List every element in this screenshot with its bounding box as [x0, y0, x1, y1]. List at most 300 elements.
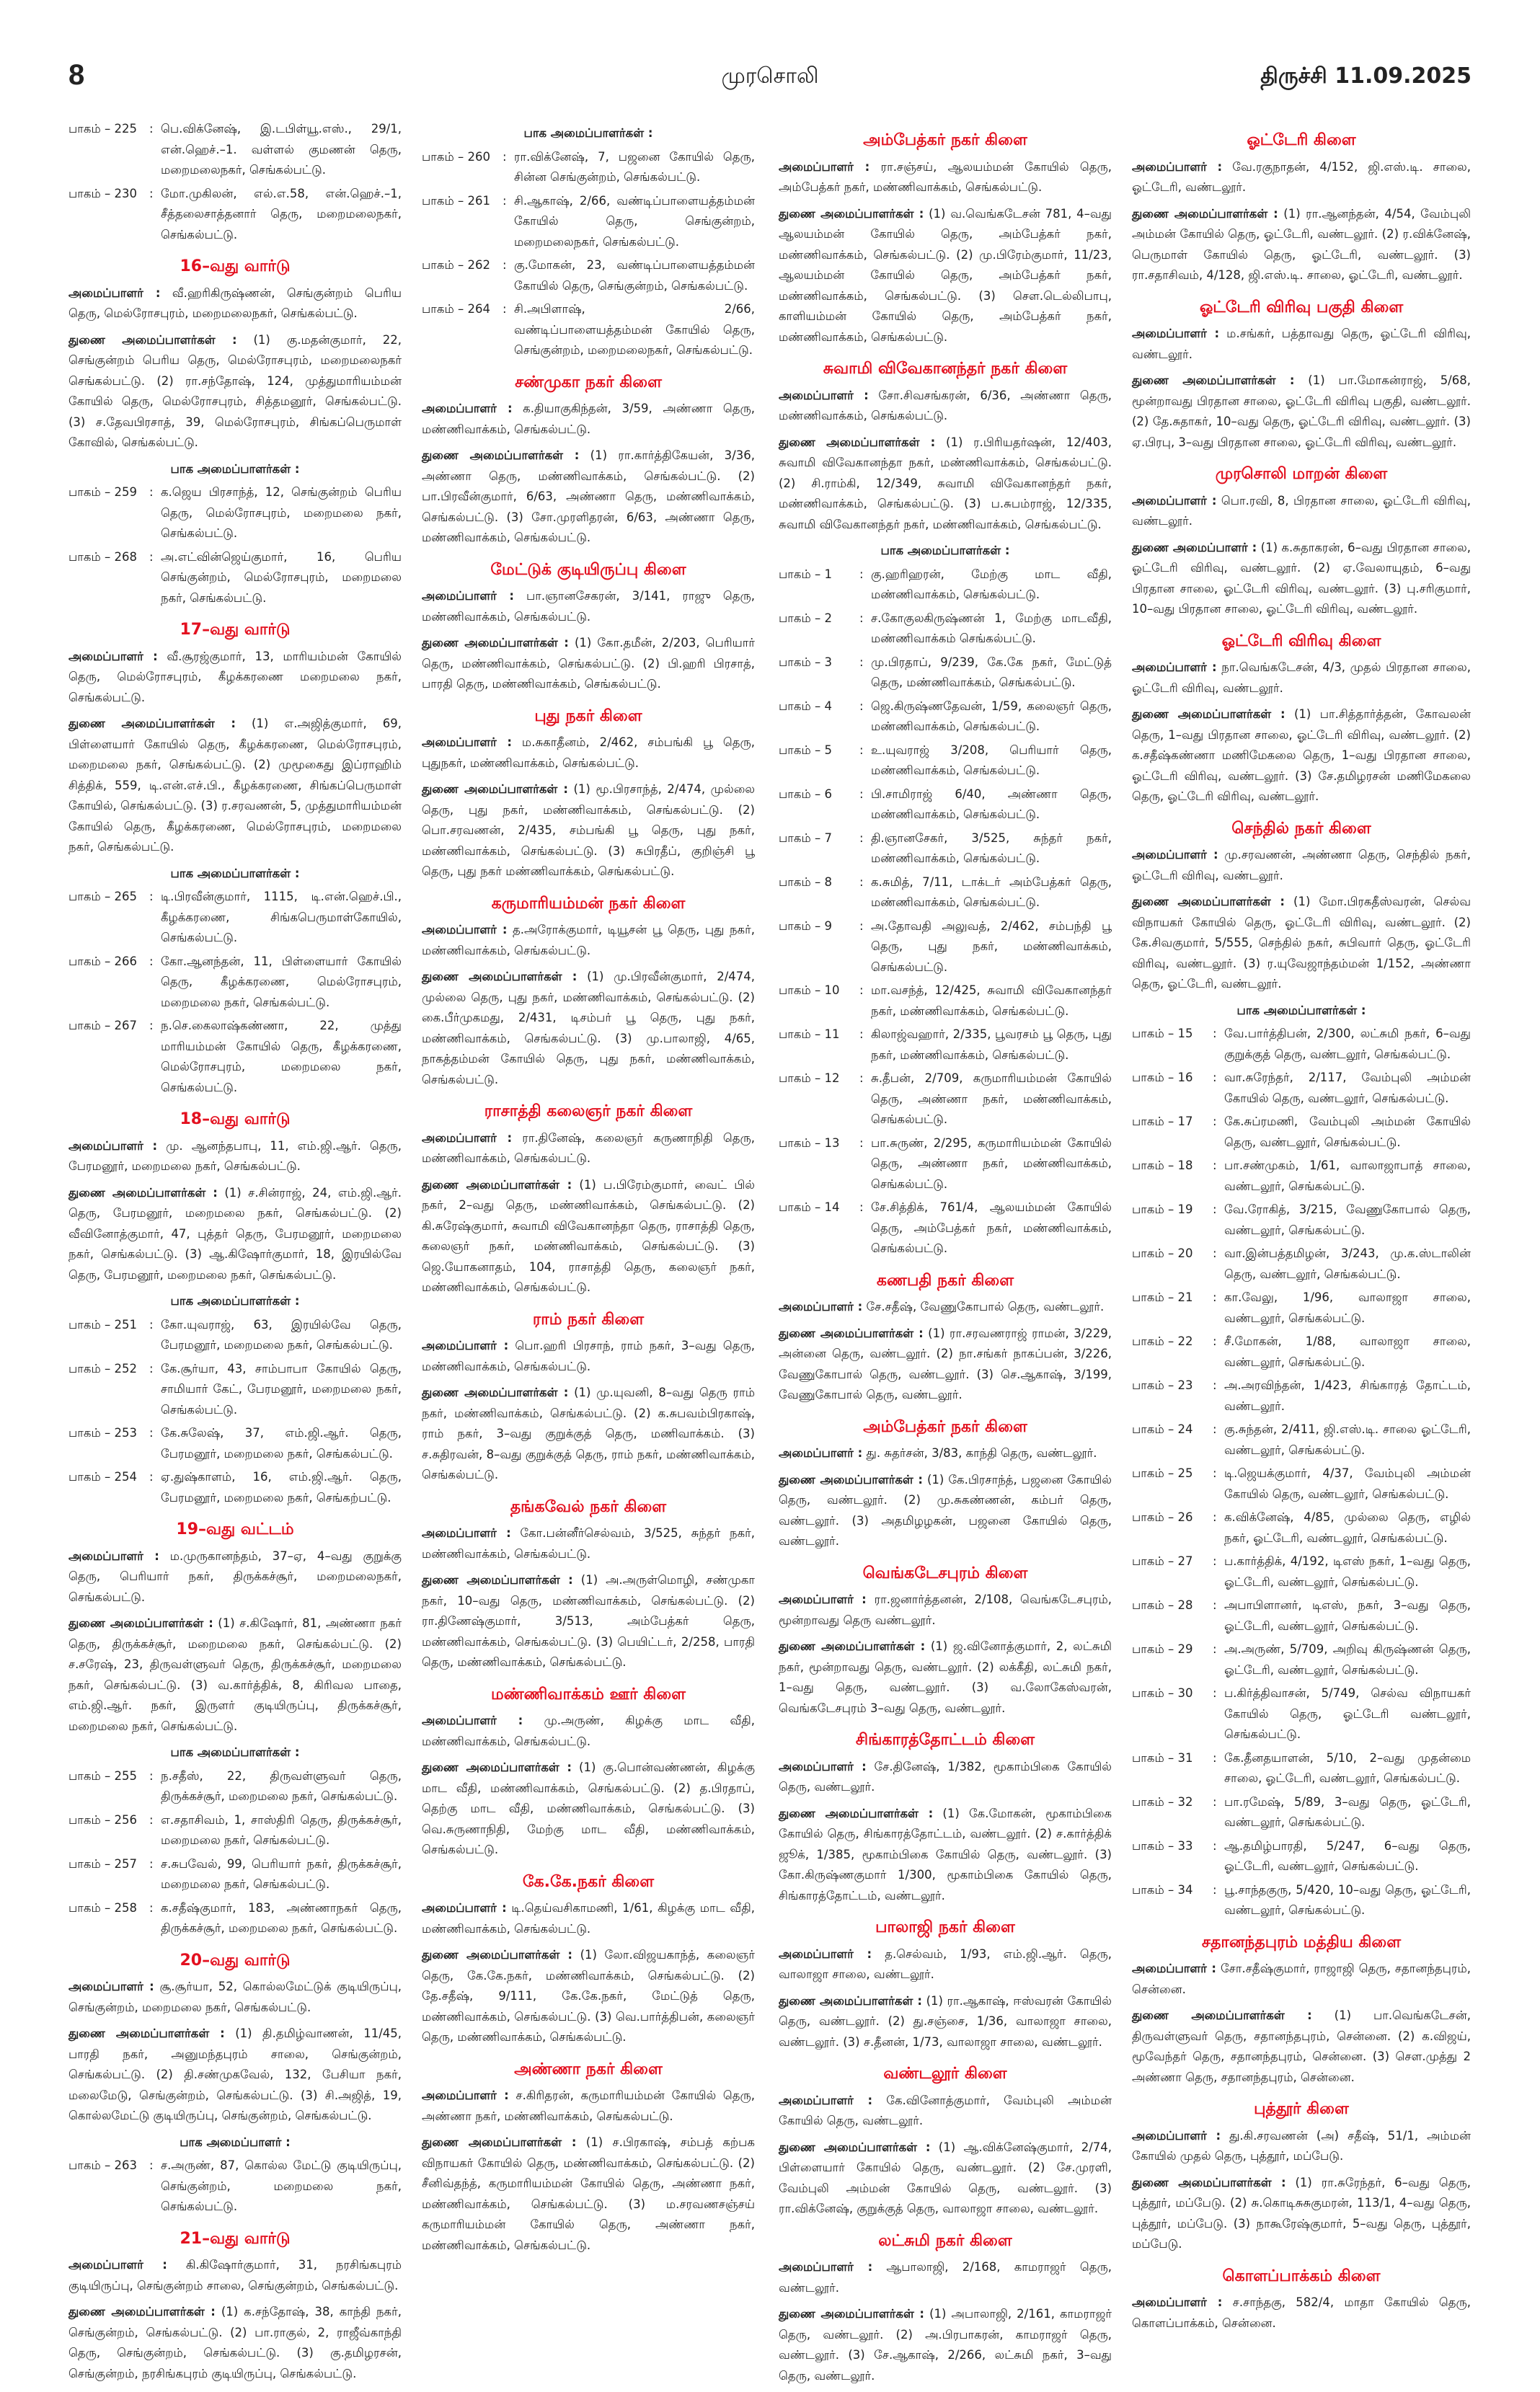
member-details: (1) கு.பொன்வண்ணன், கிழக்கு மாட வீதி, மண்ணிவாக்கம், செங்கல்பட்டு. (2) த.பிரதாப், தெற்கு மாட வீதி, மண்ணிவாக்கம், செங்கல்பட்டு. (3) வெ.சுருணாநிதி, மேற்கு மாட வீதி, மண்ணிவாக்கம், செங்கல்பட்டு. — [422, 1760, 755, 1856]
page-number: 8 — [68, 59, 85, 91]
member-entry — [422, 920, 755, 961]
member-entry — [779, 386, 1112, 427]
section-heading: செந்தில் நகர் கிளை — [1231, 819, 1371, 838]
booth-details: சு.தீபன், 2/709, கருமாரியம்மன் கோயில் தெரு, அண்ணா நகர், மண்ணிவாக்கம், செங்கல்பட்டு. — [871, 1071, 1112, 1126]
role-label: அமைப்பாளர் : — [422, 1526, 511, 1540]
booth-entry — [422, 191, 755, 253]
booth-details: க.விக்னேஷ், 4/85, முல்லை தெரு, எழில் நகர், ஓட்டேரி, வண்டலூர், செங்கல்பட்டு. — [1224, 1510, 1471, 1545]
separator: : — [1213, 1642, 1217, 1656]
member-details: கோ.பன்னீர்செல்வம், 3/525, சுந்தர் நகர், மண்ணிவாக்கம், செங்கல்பட்டு. — [422, 1526, 755, 1561]
member-details: (1) மு.பிரவீன்குமார், 2/474, முல்லை தெரு, புது நகர், மண்ணிவாக்கம், செங்கல்பட்டு. (2) கை.பீர்முகமது, 2/431, டிசம்பர் பூ தெரு, புது நகர், மண்ணிவாக்கம், செங்கல்பட்டு. (3) மு.பாலாஜி, 4/65, நாகத்தம்மன் கோயில் தெரு, புது நகர், மண்ணிவாக்கம், செங்கல்பட்டு. — [422, 970, 756, 1086]
section-heading: அம்பேத்கர் நகர் கிளை — [863, 1417, 1027, 1436]
separator: : — [1213, 1290, 1217, 1304]
booth-number: பாகம் – 26 — [1132, 1510, 1193, 1524]
booth-details: ந.செ.கைலாஷ்கண்ணா, 22, முத்து மாரியம்மன் கோயில் தெரு, கீழக்கரணை, மெல்ரோசபுரம், மறைமலை நகர், செங்கல்பட்டு. — [161, 1019, 402, 1094]
member-entry — [779, 1443, 1112, 1464]
booth-number: பாகம் – 32 — [1132, 1794, 1193, 1809]
subsection-heading: பாக அமைப்பாளர்கள் : — [170, 1745, 300, 1759]
column-1 — [68, 119, 402, 2390]
booth-number: பாகம் – 259 — [68, 485, 137, 499]
booth-entry — [1132, 1595, 1471, 1636]
member-entry — [779, 204, 1112, 348]
separator: : — [149, 485, 154, 499]
section-heading: வண்டலூர் கிளை — [883, 2065, 1007, 2083]
member-entry — [1132, 204, 1471, 286]
member-entry — [422, 2086, 755, 2127]
member-entry — [68, 2302, 402, 2384]
booth-entry — [1132, 1639, 1471, 1680]
booth-number: பாகம் – 265 — [68, 890, 137, 903]
section-heading: தங்கவேல் நகர் கிளை — [510, 1497, 667, 1516]
booth-details: ச.சுபவேல், 99, பெரியார் நகர், திருக்கச்சூர், மறைமலை நகர், செங்கல்பட்டு. — [161, 1856, 402, 1891]
separator: : — [149, 954, 154, 968]
booth-details: கா.வேலு, 1/96, வாலாஜா சாலை, வண்டலூர், செங்கல்பட்டு. — [1224, 1290, 1471, 1325]
separator: : — [149, 2158, 154, 2172]
member-entry — [1132, 2173, 1471, 2255]
booth-details: சீ.மோகன், 1/88, வாலாஜா சாலை, வண்டலூர், செங்கல்பட்டு. — [1224, 1334, 1471, 1369]
subsection-heading: பாக அமைப்பாளர்கள் : — [170, 866, 300, 880]
member-details: (1) ரா.ஆகாஷ், ஈஸ்வரன் கோயில் தெரு, வண்டலூர். (2) து.சஞ்சை, 1/36, வாலாஜா சாலை, வண்டலூர். (3) ச.தீனன், 1/73, வாலாஜா சாலை, வண்டலூர். — [779, 1993, 1112, 2049]
subsection-heading: பாக அமைப்பாளர்கள் : — [880, 544, 1010, 557]
member-details: (1) அ.அருள்மொழி, சண்முகா நகர், 10–வது தெரு, மண்ணிவாக்கம், செங்கல்பட்டு. (2) ரா.திணேஷ்குமார், 3/513, அம்பேத்கர் தெரு, மண்ணிவாக்கம், செங்கல்பட்டு. (3) பெயிட்டர், 2/258, பாரதி தெரு, மண்ணிவாக்கம், செங்கல்பட்டு. — [422, 1573, 756, 1669]
member-entry — [1132, 704, 1471, 807]
member-entry — [422, 2132, 755, 2256]
separator: : — [859, 918, 864, 933]
member-entry — [1132, 538, 1471, 620]
booth-number: பாகம் – 225 — [68, 122, 137, 136]
role-label: துணை அமைப்பாளர்கள் : — [779, 1472, 923, 1487]
separator: : — [149, 1812, 154, 1827]
separator: : — [1213, 1115, 1217, 1128]
booth-number: பாகம் – 29 — [1132, 1642, 1193, 1656]
booth-details: கு.மோகன், 23, வண்டிப்பாளையத்தம்மன் கோயில் தெரு, செங்குன்றம், செங்கல்பட்டு. — [514, 258, 755, 293]
member-entry — [68, 330, 402, 453]
booth-details: கு.ஹரிஹரன், மேற்கு மாட வீதி, மண்ணிவாக்கம், செங்கல்பட்டு. — [871, 567, 1112, 601]
member-details: ச.சாந்தகு, 582/4, மாதா கோயில் தெரு, கொளப்பாக்கம், சென்னை. — [1132, 2295, 1471, 2330]
booth-details: கே.சூர்யா, 43, சாம்பாபா கோயில் தெரு, சாமியார் கேட், பேரமனூர், மறைமலை நகர், செங்கல்பட்டு. — [161, 1361, 402, 1417]
section-heading: ஓட்டேரி கிளை — [1247, 131, 1356, 149]
member-details: கி.கிஷோர்குமார், 31, நரசிங்கபுரம் குடியிருப்பு, செங்குன்றம் சாலை, செங்குன்றம், செங்கல்பட்டு. — [68, 2258, 402, 2293]
section-heading: சுவாமி விவேகானந்தர் நகர் கிளை — [823, 360, 1068, 378]
booth-number: பாகம் – 253 — [68, 1426, 137, 1440]
booth-entry — [1132, 1332, 1471, 1373]
role-label: துணை அமைப்பாளர்கள் : — [422, 1760, 572, 1774]
booth-entry — [422, 147, 755, 188]
member-entry — [68, 283, 402, 324]
role-label: அமைப்பாளர் : — [779, 1759, 867, 1773]
member-details: (1) ரா.சுரேந்தர், 6–வது தெரு, புத்தூர், மப்பேடு. (2) சு.கொடிசுசுகுமரன், 113/1, 4–வது தெரு, புத்தூர், மப்பேடு. (3) நாகூரேஷ்குமார், 5–வது தெரு, புத்தூர், மப்பேடு. — [1132, 2175, 1472, 2251]
booth-entry — [1132, 1880, 1471, 1921]
role-label: அமைப்பாளர் : — [422, 1901, 507, 1915]
member-details: (1) எ.அஜித்குமார், 69, பிள்ளையார் கோயில் தெரு, கீழக்கரணை, மெல்ரோசபுரம், மறைமலை நகர், செங்கல்பட்டு. (2) முமூகைது இப்ராஹிம் சித்திக், 559, டி.என்.எச்.பி., கீழக்கரணை, சிங்கப்பெருமாள் கோயில், செங்கல்பட்டு. (3) ர.சரவணன், 5, முத்துமாரியம்மன் கோயில் தெரு, கீழக்கரணை, மெல்ரோசபுரம், மறைமலை நகர், செங்கல்பட்டு. — [68, 717, 402, 854]
member-details: (1) ச.சின்ராஜ், 24, எம்.ஜி.ஆர். தெரு, பேரமனூர், மறைமலை நகர், செங்கல்பட்டு. (2) வீவினோத்குமார், 47, புத்தர் தெரு, பேரமனூர், மறைமலை நகர், செங்கல்பட்டு. (3) ஆ.கிஷோர்குமார், 18, இரயில்வே தெரு, பேரமனூர், மறைமலை நகர், செங்கல்பட்டு. — [68, 1185, 402, 1282]
member-details: சூ.சூர்யா, 52, கொல்லமேட்டுக் குடியிருப்பு, செங்குன்றம், மறைமலை நகர், செங்கல்பட்டு. — [68, 1980, 402, 2014]
role-label: அமைப்பாளர் : — [779, 388, 869, 402]
member-details: சே.தினேஷ், 1/382, மூகாம்பிகை கோயில் தெரு, வண்டலூர். — [779, 1759, 1112, 1794]
booth-details: பா.ரமேஷ், 5/89, 3–வது தெரு, ஓட்டேரி, வண்டலூர், செங்கல்பட்டு. — [1224, 1794, 1471, 1829]
role-label: அமைப்பாளர் : — [779, 159, 870, 174]
separator: : — [1213, 1422, 1217, 1436]
separator: : — [149, 1470, 154, 1484]
booth-number: பாகம் – 20 — [1132, 1246, 1193, 1260]
booth-entry — [1132, 1024, 1471, 1065]
booth-entry — [1132, 1156, 1471, 1197]
member-details: ச.கிரிதரன், கருமாரியம்மன் கோயில் தெரு, அண்ணா நகர், மண்ணிவாக்கம், செங்கல்பட்டு. — [422, 2088, 756, 2123]
booth-number: பாகம் – 27 — [1132, 1554, 1193, 1568]
booth-number: பாகம் – 31 — [1132, 1750, 1193, 1765]
section-heading: சிங்காரத்தோட்டம் கிளை — [855, 1731, 1035, 1749]
member-details: ம.சுகாதீனம், 2/462, சம்பங்கி பூ தெரு, புதுநகர், மண்ணிவாக்கம், செங்கல்பட்டு. — [422, 735, 755, 770]
booth-entry — [68, 887, 402, 949]
member-entry — [779, 1297, 1112, 1318]
section-heading: ஓட்டேரி விரிவு பகுதி கிளை — [1199, 298, 1404, 316]
booth-entry — [779, 1197, 1112, 1259]
member-details: ம.சங்கர், பத்தாவது தெரு, ஓட்டேரி விரிவு, வண்டலூர். — [1132, 327, 1471, 361]
booth-entry — [779, 608, 1112, 650]
role-label: துணை அமைப்பாளர்கள் : — [422, 636, 569, 650]
member-entry — [422, 732, 755, 774]
member-entry — [422, 779, 755, 882]
section-heading: ராம் நகர் கிளை — [532, 1310, 645, 1329]
booth-details: மு.பிரதாப், 9/239, கே.கே நகர், மேட்டுத் தெரு, மண்ணிவாக்கம், செங்கல்பட்டு. — [871, 655, 1112, 689]
booth-details: வா.சுரேந்தர், 2/117, வேம்புலி அம்மன் கோயில் தெரு, வண்டலூர், செங்கல்பட்டு. — [1224, 1071, 1471, 1105]
booth-details: ரா.விக்னேஷ், 7, பஜனை கோயில் தெரு, சின்ன செங்குன்றம், செங்கல்பட்டு. — [514, 149, 755, 184]
member-entry — [1132, 2006, 1471, 2088]
separator: : — [503, 193, 507, 208]
booth-number: பாகம் – 33 — [1132, 1838, 1193, 1853]
booth-number: பாகம் – 260 — [422, 149, 490, 164]
role-label: அமைப்பாளர் : — [422, 1130, 513, 1145]
member-details: வீ.ஹரிகிருஷ்ணன், செங்குன்றம் பெரிய தெரு, மெல்ரோசபுரம், மறைமலைநகர், செங்கல்பட்டு. — [68, 285, 402, 320]
separator: : — [1213, 1554, 1217, 1568]
member-entry — [422, 399, 755, 440]
separator: : — [1213, 1882, 1217, 1897]
booth-number: பாகம் – 34 — [1132, 1882, 1193, 1897]
booth-details: வே.பார்த்திபன், 2/300, லட்சுமி நகர், 6–வது குறுக்குத் தெரு, வண்டலூர், செங்கல்பட்டு. — [1224, 1027, 1471, 1061]
subsection-heading: பாக அமைப்பாளர்கள் : — [170, 1294, 300, 1308]
booth-details: வா.இன்பத்தமிழன், 3/243, மு.க.ஸ்டாலின் தெரு, வண்டலூர், செங்கல்பட்டு. — [1224, 1246, 1471, 1281]
section-heading: மண்ணிவாக்கம் ஊர் கிளை — [490, 1685, 686, 1704]
booth-number: பாகம் – 5 — [779, 743, 832, 757]
member-entry — [1132, 491, 1471, 532]
member-entry — [1132, 371, 1471, 453]
booth-details: தி.ஞானசேகர், 3/525, சுந்தர் நகர், மண்ணிவாக்கம், செங்கல்பட்டு. — [871, 830, 1112, 865]
section-heading: பாலாஜி நகர் கிளை — [875, 1918, 1015, 1936]
separator: : — [1213, 1510, 1217, 1524]
member-details: கே.வினோத்குமார், வேம்புலி அம்மன் கோயில் தெரு, வண்டலூர். — [779, 2093, 1112, 2127]
booth-details: அ.அரவிந்தன், 1/423, சிங்காரத் தோட்டம், வண்டலூர். — [1224, 1378, 1471, 1413]
member-entry — [1132, 157, 1471, 198]
booth-entry — [779, 872, 1112, 913]
member-details: (1) பா.சித்தார்த்தன், கோவலன் தெரு, 1–வது பிரதான சாலை, ஓட்டேரி விரிவு, வண்டலூர். (2) க.சதீஷ்கண்ணா மணிமேகலை தெரு, 1–வது பிரதான சாலை, ஓட்டேரி விரிவு, வண்டலூர். (3) சே.தமிழரசன் மணிமேகலை தெரு, ஓட்டேரி விரிவு, வண்டலூர். — [1132, 707, 1471, 803]
member-entry — [1132, 1959, 1471, 2000]
role-label: துணை அமைப்பாளர்கள் : — [1132, 2008, 1312, 2022]
booth-details: கு.சுந்தன், 2/411, ஜி.எஸ்.டி. சாலை ஓட்டேரி, வண்டலூர், செங்கல்பட்டு. — [1224, 1422, 1471, 1457]
booth-number: பாகம் – 2 — [779, 611, 832, 625]
role-label: அமைப்பாளர் : — [1132, 493, 1217, 508]
booth-number: பாகம் – 262 — [422, 258, 490, 272]
member-entry — [422, 1336, 755, 1377]
member-entry — [779, 2304, 1112, 2386]
role-label: துணை அமைப்பாளர்கள் : — [1132, 707, 1285, 721]
separator: : — [149, 1019, 154, 1032]
member-details: (1) தி.தமிழ்வாணன், 11/45, பாரதி நகர், அனுமந்தபுரம் சாலை, செங்குன்றம், செங்கல்பட்டு. (2) தி.சண்முகவேல், 132, பேசியா நகர், மலைமேடு, செங்குன்றம், செங்கல்பட்டு. (3) சி.அஜித், 19, கொல்லமேட்டு குடியிருப்பு, செங்குன்றம், செங்கல்பட்டு. — [68, 2026, 402, 2122]
subsection-heading: பாக அமைப்பாளர்கள் : — [523, 126, 653, 140]
separator: : — [1213, 1466, 1217, 1480]
role-label: அமைப்பாளர் : — [422, 1339, 509, 1352]
booth-details: பா.சண்முகம், 1/61, வாலாஜாபாத் சாலை, வண்டலூர், செங்கல்பட்டு. — [1224, 1159, 1471, 1193]
booth-number: பாகம் – 9 — [779, 918, 832, 933]
member-details: (1) மோ.பிரகதீஸ்வரன், செல்வ விநாயகர் கோயில் தெரு, ஓட்டேரி விரிவு, வண்டலூர். (2) கே.சிவகுமார், 5/555, செந்தில் நகர், சுபிவார் தெரு, ஓட்டேரி விரிவு, வண்டலூர். (3) ர.யுவேஜாந்தம்மன் 1/152, அண்ணா தெரு, ஓட்டேரி, வண்டலூர். — [1132, 895, 1471, 991]
booth-details: க.ஜெய பிரசாந்த், 12, செங்குன்றம் பெரிய தெரு, மெல்ரோசபுரம், மறைமலை நகர், செங்கல்பட்டு. — [161, 485, 402, 540]
section-heading: 21–வது வார்டு — [180, 2229, 291, 2248]
member-details: (1) ரா.சரவணராஜ் ராமன், 3/229, அன்னை தெரு, வண்டலூர். (2) நா.சங்கர் நாகப்பன், 3/226, வேணுகோபால் தெரு, வண்டலூர். (3) செ.ஆகாஷ், 3/199, வேணுகோபால் தெரு, வண்டலூர். — [779, 1326, 1112, 1401]
booth-number: பாகம் – 17 — [1132, 1115, 1193, 1128]
booth-number: பாகம் – 23 — [1132, 1378, 1193, 1392]
booth-number: பாகம் – 266 — [68, 954, 137, 968]
role-label: அமைப்பாளர் : — [422, 402, 513, 415]
edition-date: திருச்சி 11.09.2025 — [1260, 63, 1472, 89]
booth-entry — [1132, 1200, 1471, 1241]
member-entry — [422, 633, 755, 695]
member-entry — [779, 2091, 1112, 2132]
booth-details: ஆ.தமிழ்பாரதி, 5/247, 6–வது தெரு, ஓட்டேரி, வண்டலூர், செங்கல்பட்டு. — [1224, 1838, 1471, 1873]
separator: : — [859, 874, 864, 889]
section-heading: ராசாத்தி கலைஞர் நகர் கிளை — [484, 1102, 693, 1120]
role-label: அமைப்பாளர் : — [779, 2093, 873, 2107]
booth-entry — [68, 1467, 402, 1508]
booth-entry — [1132, 1507, 1471, 1549]
member-details: (1) ச.கிஷோர், 81, அண்ணா நகர் தெரு, திருக்கச்சூர், மறைமலை நகர், செங்கல்பட்டு. (2) ச.சரேஷ், 23, திருவள்ளுவர் தெரு, திருக்கச்சூர், மறைமலை நகர், செங்கல்பட்டு. (3) வ.கார்த்திக், 8, கிரிவல பாதை, எம்.ஜி.ஆர். நகர், இருளர் குடியிருப்பு, திருக்கச்சூர், மறைமலை நகர், செங்கல்பட்டு. — [68, 1616, 402, 1733]
member-entry — [1132, 2293, 1471, 2334]
member-entry — [422, 586, 755, 627]
booth-entry — [779, 740, 1112, 781]
column-4 — [1132, 119, 1471, 2339]
member-entry — [422, 967, 755, 1090]
booth-number: பாகம் – 230 — [68, 186, 137, 200]
member-entry — [422, 1570, 755, 1673]
member-details: பொ.ரவி, 8, பிரதான சாலை, ஓட்டேரி விரிவு, வண்டலூர். — [1132, 493, 1471, 528]
separator: : — [149, 1900, 154, 1915]
booth-number: பாகம் – 7 — [779, 830, 832, 845]
member-details: (1) ஆ.விக்னேஷ்குமார், 2/74, பிள்ளையார் கோயில் தெரு, வண்டலூர். (2) சே.முரளி, வேம்புலி அம்மன் கோயில் தெரு, வண்டலூர். (3) ரா.விக்னேஷ், குறுக்குத் தெரு, வாலாஜா சாலை, வண்டலூர். — [779, 2140, 1112, 2215]
role-label: துணை அமைப்பாளர்கள் : — [1132, 895, 1285, 908]
booth-number: பாகம் – 6 — [779, 787, 832, 801]
section-heading: கணபதி நகர் கிளை — [876, 1271, 1014, 1290]
booth-entry — [68, 1423, 402, 1464]
separator: : — [503, 149, 507, 164]
member-entry — [422, 1898, 755, 1939]
member-entry — [68, 2255, 402, 2296]
role-label: துணை அமைப்பாளர்கள் : — [1132, 206, 1278, 221]
booth-number: பாகம் – 251 — [68, 1317, 137, 1332]
booth-details: கே.தீனதயாளன், 5/10, 2–வது முதன்மை சாலை, ஓட்டேரி, வண்டலூர், செங்கல்பட்டு. — [1224, 1750, 1471, 1785]
member-entry — [68, 647, 402, 709]
booth-entry — [779, 784, 1112, 825]
booth-details: சி.அபிளாஷ், 2/66, வண்டிப்பாளையத்தம்மன் கோயில் தெரு, செங்குன்றம், மறைமலைநகர், செங்கல்பட்டு. — [514, 302, 755, 357]
booth-details: கே.சுப்ரமணி, வேம்புலி அம்மன் கோயில் தெரு, வண்டலூர், செங்கல்பட்டு. — [1224, 1115, 1471, 1149]
member-details: (1) கோ.தமீன், 2/203, பெரியார் தெரு, மண்ணிவாக்கம், செங்கல்பட்டு. (2) பி.ஹரி பிரசாத், பாரதி தெரு, மண்ணிவாக்கம், செங்கல்பட்டு. — [422, 636, 755, 691]
section-heading: வெங்கடேசபுரம் கிளை — [862, 1564, 1028, 1582]
newspaper-name: முரசொலி — [721, 63, 819, 89]
booth-details: ஏ.துஷ்காளம், 16, எம்.ஜி.ஆர். தெரு, பேரமனூர், மறைமலை நகர், செங்கற்பட்டு. — [161, 1470, 402, 1505]
separator: : — [859, 655, 864, 669]
booth-details: அ.தோவதி அலுவத், 2/462, சம்பந்தி பூ தெரு, புது நகர், மண்ணிவாக்கம், செங்கல்பட்டு. — [871, 918, 1112, 974]
booth-entry — [1132, 1683, 1471, 1745]
section-heading: கொளப்பாக்கம் கிளை — [1222, 2267, 1381, 2285]
role-label: அமைப்பாளர் : — [1132, 159, 1223, 174]
booth-number: பாகம் – 13 — [779, 1135, 840, 1150]
member-entry — [422, 1758, 755, 1861]
role-label: அமைப்பாளர் : — [1132, 660, 1217, 674]
role-label: துணை அமைப்பாளர்கள் : — [422, 448, 580, 462]
separator: : — [1213, 1334, 1217, 1348]
separator: : — [1213, 1686, 1217, 1700]
booth-entry — [1132, 1748, 1471, 1789]
role-label: அமைப்பாளர் : — [422, 1714, 523, 1727]
member-details: த.அரோக்குமார், டியூசன் பூ தெரு, புது நகர், மண்ணிவாக்கம், செங்கல்பட்டு. — [422, 923, 755, 957]
section-heading: சண்முகா நகர் கிளை — [515, 373, 662, 391]
member-details: சே.சதீஷ், வேணுகோபால் தெரு, வண்டலூர். — [866, 1300, 1105, 1314]
role-label: அமைப்பாளர் : — [68, 285, 161, 300]
member-details: ரா.தினேஷ், கலைஞர் கருணாநிதி தெரு, மண்ணிவாக்கம், செங்கல்பட்டு. — [422, 1130, 755, 1165]
separator: : — [1213, 1838, 1217, 1853]
member-entry — [779, 1470, 1112, 1552]
booth-entry — [68, 2156, 402, 2218]
booth-number: பாகம் – 22 — [1132, 1334, 1193, 1348]
booth-entry — [779, 696, 1112, 737]
booth-number: பாகம் – 258 — [68, 1900, 137, 1915]
booth-details: டி.பிரவீன்குமார், 1115, டி.என்.ஹெச்.பி., கீழக்கரணை, சிங்கபெருமாள்கோயில், செங்கல்பட்டு. — [161, 890, 402, 944]
booth-entry — [68, 952, 402, 1014]
role-label: துணை அமைப்பாளர்கள் : — [779, 1326, 924, 1340]
booth-entry — [68, 547, 402, 609]
booth-entry — [779, 1024, 1112, 1066]
booth-number: பாகம் – 263 — [68, 2158, 137, 2172]
booth-number: பாகம் – 10 — [779, 983, 840, 997]
booth-entry — [1132, 1551, 1471, 1593]
member-details: (1) வ.வெங்கடேசன் 781, 4–வது ஆலயம்மன் கோயில் தெரு, அம்பேத்கர் நகர், மண்ணிவாக்கம், செங்கல்பட்டு. (2) மு.பிரேம்குமார், 11/23, ஆலயம்மன் கோயில் தெரு, அம்பேத்கர் நகர், மண்ணிவாக்கம், செங்கல்பட்டு. (3) சௌ.டெல்லிபாபு, காளியம்மன் கோயில் தெரு, அம்பேத்கர் நகர், மண்ணிவாக்கம், செங்கல்பட்டு. — [779, 206, 1112, 344]
separator: : — [149, 1426, 154, 1440]
booth-entry — [68, 1766, 402, 1807]
member-entry — [68, 1977, 402, 2018]
role-label: துணை அமைப்பாளர்கள் : — [422, 1948, 572, 1962]
booth-entry — [779, 828, 1112, 869]
member-entry — [1132, 2126, 1471, 2167]
booth-entry — [68, 184, 402, 246]
section-heading: ஓட்டேரி விரிவு கிளை — [1221, 632, 1381, 650]
separator: : — [859, 983, 864, 997]
booth-number: பாகம் – 18 — [1132, 1159, 1193, 1172]
booth-number: பாகம் – 11 — [779, 1027, 840, 1041]
section-heading: 18–வது வார்டு — [180, 1110, 291, 1128]
member-details: (1) க.சுதாகரன், 6–வது பிரதான சாலை, ஓட்டேரி விரிவு, வண்டலூர். (2) ஏ.வேலாயுதம், 6–வது பிரதான சாலை, ஓட்டேரி விரிவு, வண்டலூர். (3) பு.சரிகுமார், 10–வது பிரதான சாலை, ஓட்டேரி விரிவு, வண்டலூர். — [1132, 540, 1471, 616]
booth-details: ப.கிர்த்திவாசன், 5/749, செல்வ விநாயகர் கோயில் தெரு, ஓட்டேரி வண்டலூர், செங்கல்பட்டு. — [1224, 1686, 1471, 1741]
member-details: (1) அபாலாஜி, 2/161, காமராஜர் தெரு, வண்டலூர். (2) அ.பிரபாகரன், காமராஜர் தெரு, வண்டலூர். (3) சே.ஆகாஷ், 2/266, லட்சுமி நகர், 3–வது தெரு, வண்டலூர். — [779, 2307, 1112, 2383]
booth-details: ந.சதீஸ், 22, திருவள்ளுவர் தெரு, திருக்கச்சூர், மறைமலை நகர், செங்கல்பட்டு. — [161, 1768, 402, 1803]
separator: : — [859, 699, 864, 713]
role-label: துணை அமைப்பாளர்கள் : — [422, 970, 578, 983]
member-entry — [1132, 657, 1471, 699]
booth-number: பாகம் – 256 — [68, 1812, 137, 1827]
member-details: (1) ரா.ஆனந்தன், 4/54, வேம்புலி அம்மன் கோயில் தெரு, ஓட்டேரி, வண்டலூர். (2) ர.விக்னேஷ், பெருமாள் கோயில் தெரு, ஓட்டேரி, வண்டலூர். (3) ரா.சதாசிவம், 4/128, ஜி.எஸ்.டி. சாலை, ஓட்டேரி, வண்டலூர். — [1132, 206, 1472, 282]
booth-entry — [68, 1898, 402, 1939]
subsection-heading: பாக அமைப்பாளர் : — [180, 2135, 291, 2149]
section-heading: கருமாரியம்மன் நகர் கிளை — [491, 894, 686, 913]
section-heading: புத்தூர் கிளை — [1254, 2100, 1349, 2118]
member-details: மு.சரவணன், அண்ணா தெரு, செந்தில் நகர், ஓட்டேரி விரிவு, வண்டலூர். — [1132, 848, 1471, 882]
booth-number: பாகம் – 4 — [779, 699, 832, 713]
role-label: துணை அமைப்பாளர்கள் : — [68, 332, 237, 347]
separator: : — [149, 549, 154, 564]
booth-entry — [1132, 1288, 1471, 1329]
booth-details: க.சுமித், 7/11, டாக்டர் அம்பேத்கர் தெரு, மண்ணிவாக்கம், செங்கல்பட்டு. — [871, 874, 1112, 909]
member-details: (1) ரா.கார்த்திகேயன், 3/36, அண்ணா தெரு, மண்ணிவாக்கம், செங்கல்பட்டு. (2) பா.பிரவீன்குமார், 6/63, அண்ணா தெரு, மண்ணிவாக்கம், செங்கல்பட்டு. (3) சோ.முரளிதரன், 6/63, அண்ணா தெரு, மண்ணிவாக்கம், செங்கல்பட்டு. — [422, 448, 755, 544]
role-label: துணை அமைப்பாளர்கள் : — [68, 2305, 216, 2318]
member-details: வீ.சூரஜ்குமார், 13, மாரியம்மன் கோயில் தெரு, மெல்ரோசபுரம், கீழக்கரணை மறைமலை நகர், செங்கல்பட்டு. — [68, 649, 402, 704]
column-2 — [422, 119, 755, 2262]
section-heading: மேட்டுக் குடியிருப்பு கிளை — [490, 560, 686, 579]
role-label: துணை அமைப்பாளர்கள் : — [1132, 373, 1295, 387]
separator: : — [1213, 1027, 1217, 1040]
role-label: துணை அமைப்பாளர் : — [1132, 540, 1257, 554]
booth-number: பாகம் – 15 — [1132, 1027, 1193, 1040]
booth-details: மா.வசந்த், 12/425, சுவாமி விவேகானந்தர் நகர், மண்ணிவாக்கம், செங்கல்பட்டு. — [871, 983, 1112, 1018]
role-label: துணை அமைப்பாளர்கள் : — [422, 1573, 573, 1587]
member-details: ரா.ஜனார்த்தனன், 2/108, வெங்கடேசபுரம், மூன்றாவது தெரு வண்டலூர். — [779, 1593, 1112, 1627]
role-label: துணை அமைப்பாளர்கள் : — [68, 1185, 218, 1200]
separator: : — [149, 122, 154, 136]
separator: : — [859, 1027, 864, 1041]
member-entry — [779, 2257, 1112, 2298]
booth-entry — [68, 119, 402, 181]
booth-entry — [68, 1315, 402, 1356]
booth-details: கோ.யுவராஜ், 63, இரயில்வே தெரு, பேரமனூர், மறைமலை நகர், செங்கல்பட்டு. — [161, 1317, 402, 1352]
separator: : — [859, 1071, 864, 1085]
section-heading: 19–வது வட்டம் — [176, 1520, 294, 1538]
member-entry — [422, 1175, 755, 1298]
section-heading: 17–வது வார்டு — [180, 621, 291, 639]
role-label: துணை அமைப்பாளர்கள் : — [779, 1639, 926, 1653]
member-details: (1) மு.யுவனி, 8–வது தெரு ராம் நகர், மண்ணிவாக்கம், செங்கல்பட்டு. (2) க.சுபவம்பிரகாஷ், ராம் நகர், 3–வது குறுக்குத் தெரு, மணிவாக்கம். (3) ச.சுதிரவன், 8–வது குறுக்குத் தெரு, ராம் நகர், மண்ணிவாக்கம், செங்கல்பட்டு. — [422, 1386, 755, 1481]
separator: : — [1213, 1159, 1217, 1172]
role-label: துணை அமைப்பாளர்கள் : — [68, 1616, 213, 1630]
role-label: துணை அமைப்பாளர்கள் : — [1132, 2175, 1286, 2189]
separator: : — [1213, 1794, 1217, 1809]
booth-number: பாகம் – 28 — [1132, 1598, 1193, 1612]
member-details: (1) ச.பிரகாஷ், சம்பத் கற்பக விநாயகர் கோயில் தெரு, மண்ணிவாக்கம், செங்கல்பட்டு. (2) சீனிவ்தந்த், கருமாரியம்மன் கோயில் தெரு, அண்ணா நகர், மண்ணிவாக்கம், செங்கல்பட்டு. (3) ம.சரவணசஞ்சய் கருமாரியம்மன் கோயில் தெரு, அண்ணா நகர், மண்ணிவாக்கம், செங்கல்பட்டு. — [422, 2135, 755, 2252]
member-details: து.கி.சரவணன் (அ) சதீஷ், 51/1, அம்மன் கோயில் முதல் தெரு, புத்தூர், மப்பேடு. — [1132, 2128, 1471, 2163]
booth-details: அ.அருண், 5/709, அறிவு கிருஷ்ணன் தெரு, ஓட்டேரி, வண்டலூர், செங்கல்பட்டு. — [1224, 1642, 1471, 1677]
section-heading: கே.கே.நகர் கிளை — [522, 1872, 655, 1891]
booth-entry — [779, 1133, 1112, 1195]
member-details: (1) ஜ.வினோத்குமார், 2, லட்சுமி நகர், மூன்றாவது தெரு, வண்டலூர். (2) லக்கீதி, லட்சுமி நகர், 1–வது தெரு, வண்டலூர். (3) வ.லோகேஸ்வரன், வெங்கடேசபுரம் 3–வது தெரு, வண்டலூர். — [779, 1639, 1112, 1715]
separator: : — [149, 186, 154, 200]
member-entry — [779, 1324, 1112, 1406]
member-entry — [68, 1183, 402, 1286]
booth-entry — [1132, 1419, 1471, 1461]
role-label: அமைப்பாளர் : — [422, 923, 508, 936]
booth-details: சி.ஆகாஷ், 2/66, வண்டிப்பாளையத்தம்மன் கோயில் தெரு, செங்குன்றம், மறைமலைநகர், செங்கல்பட்டு. — [514, 193, 755, 249]
booth-entry — [68, 1854, 402, 1895]
member-entry — [779, 1804, 1112, 1907]
role-label: அமைப்பாளர் : — [1132, 2295, 1223, 2309]
member-details: பொ.ஹரி பிரசாந், ராம் நகர், 3–வது தெரு, மண்ணிவாக்கம், செங்கல்பட்டு. — [422, 1339, 755, 1373]
booth-details: ப.கார்த்திக், 4/192, டிஎஸ் நகர், 1–வது தெரு, ஓட்டேரி, வண்டலூர், செங்கல்பட்டு. — [1224, 1554, 1471, 1589]
member-details: வே.ரகுநாதன், 4/152, ஜி.எஸ்.டி. சாலை, ஓட்டேரி, வண்டலூர். — [1132, 159, 1472, 194]
booth-number: பாகம் – 1 — [779, 567, 832, 581]
separator: : — [859, 787, 864, 801]
